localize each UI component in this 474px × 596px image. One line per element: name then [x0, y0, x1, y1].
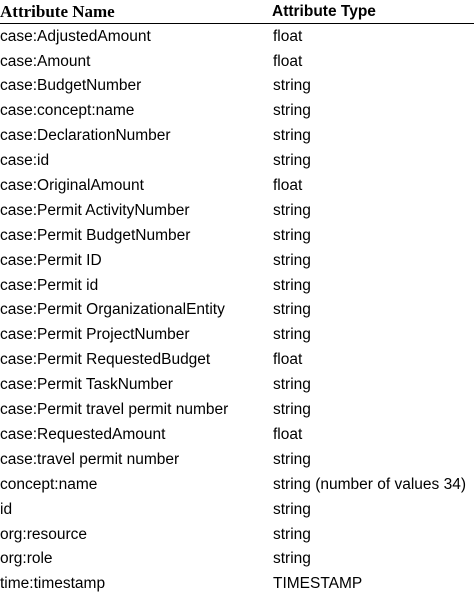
table-row: [0, 74, 474, 99]
attribute-name-cell: case:id: [0, 148, 272, 173]
attribute-type-cell: string: [272, 148, 474, 173]
table-row: [0, 248, 474, 273]
attribute-name-cell: case:Permit OrganizationalEntity: [0, 298, 272, 323]
attribute-type-cell: string: [272, 298, 474, 323]
table-row: [0, 198, 474, 223]
attribute-name-cell: case:DeclarationNumber: [0, 124, 272, 149]
attribute-name-cell: case:AdjustedAmount: [0, 24, 272, 49]
attribute-name-header: Attribute Name: [0, 0, 272, 24]
attribute-name-cell: case:RequestedAmount: [0, 422, 272, 447]
attribute-name-cell: case:Permit id: [0, 273, 272, 298]
table-row: [0, 298, 474, 323]
attribute-type-cell: float: [272, 348, 474, 373]
attribute-type-cell: string: [272, 547, 474, 572]
attribute-type-cell: string (number of values 34): [272, 472, 474, 497]
attribute-type-cell: string: [272, 273, 474, 298]
attribute-type-cell: string: [272, 124, 474, 149]
table-row: [0, 273, 474, 298]
attribute-name-cell: case:Permit TaskNumber: [0, 372, 272, 397]
table-row: [0, 547, 474, 572]
attribute-name-cell: case:Amount: [0, 49, 272, 74]
attribute-name-cell: case:BudgetNumber: [0, 74, 272, 99]
attribute-name-cell: case:OriginalAmount: [0, 173, 272, 198]
attribute-name-cell: time:timestamp: [0, 572, 272, 596]
table-row: [0, 522, 474, 547]
attribute-name-cell: org:resource: [0, 522, 272, 547]
table-row: [0, 173, 474, 198]
table-row: [0, 148, 474, 173]
attribute-name-cell: case:Permit ProjectNumber: [0, 323, 272, 348]
attribute-name-cell: id: [0, 497, 272, 522]
table-row: [0, 348, 474, 373]
table-row: [0, 397, 474, 422]
attribute-type-cell: string: [272, 99, 474, 124]
attribute-type-cell: float: [272, 49, 474, 74]
attribute-name-cell: case:Permit RequestedBudget: [0, 348, 272, 373]
table-row: [0, 572, 474, 596]
attribute-name-cell: case:Permit travel permit number: [0, 397, 272, 422]
attribute-type-cell: float: [272, 422, 474, 447]
attribute-name-cell: case:Permit ID: [0, 248, 272, 273]
attribute-type-cell: string: [272, 248, 474, 273]
attribute-type-cell: float: [272, 24, 474, 49]
table-body: [0, 24, 474, 596]
attribute-type-cell: string: [272, 522, 474, 547]
attribute-type-cell: float: [272, 173, 474, 198]
attribute-type-cell: string: [272, 397, 474, 422]
table-header: [0, 0, 474, 24]
attribute-type-cell: string: [272, 223, 474, 248]
table-row: [0, 422, 474, 447]
table-row: [0, 223, 474, 248]
table-row: [0, 472, 474, 497]
attribute-type-cell: string: [272, 323, 474, 348]
table-row: [0, 372, 474, 397]
table-row: [0, 99, 474, 124]
attribute-type-cell: string: [272, 372, 474, 397]
attribute-type-cell: string: [272, 198, 474, 223]
table-row: [0, 497, 474, 522]
attribute-name-cell: case:concept:name: [0, 99, 272, 124]
table-row: [0, 323, 474, 348]
table-row: [0, 49, 474, 74]
attribute-name-cell: case:travel permit number: [0, 447, 272, 472]
attribute-name-cell: case:Permit ActivityNumber: [0, 198, 272, 223]
table-row: [0, 24, 474, 49]
attribute-type-cell: string: [272, 447, 474, 472]
table-row: [0, 124, 474, 149]
table-row: [0, 447, 474, 472]
attribute-type-cell: string: [272, 74, 474, 99]
attribute-name-cell: concept:name: [0, 472, 272, 497]
header-row: [0, 0, 474, 24]
attribute-name-cell: case:Permit BudgetNumber: [0, 223, 272, 248]
attribute-type-cell: string: [272, 497, 474, 522]
attribute-type-cell: TIMESTAMP: [272, 572, 474, 596]
attribute-type-header: Attribute Type: [272, 0, 474, 24]
attribute-name-cell: org:role: [0, 547, 272, 572]
